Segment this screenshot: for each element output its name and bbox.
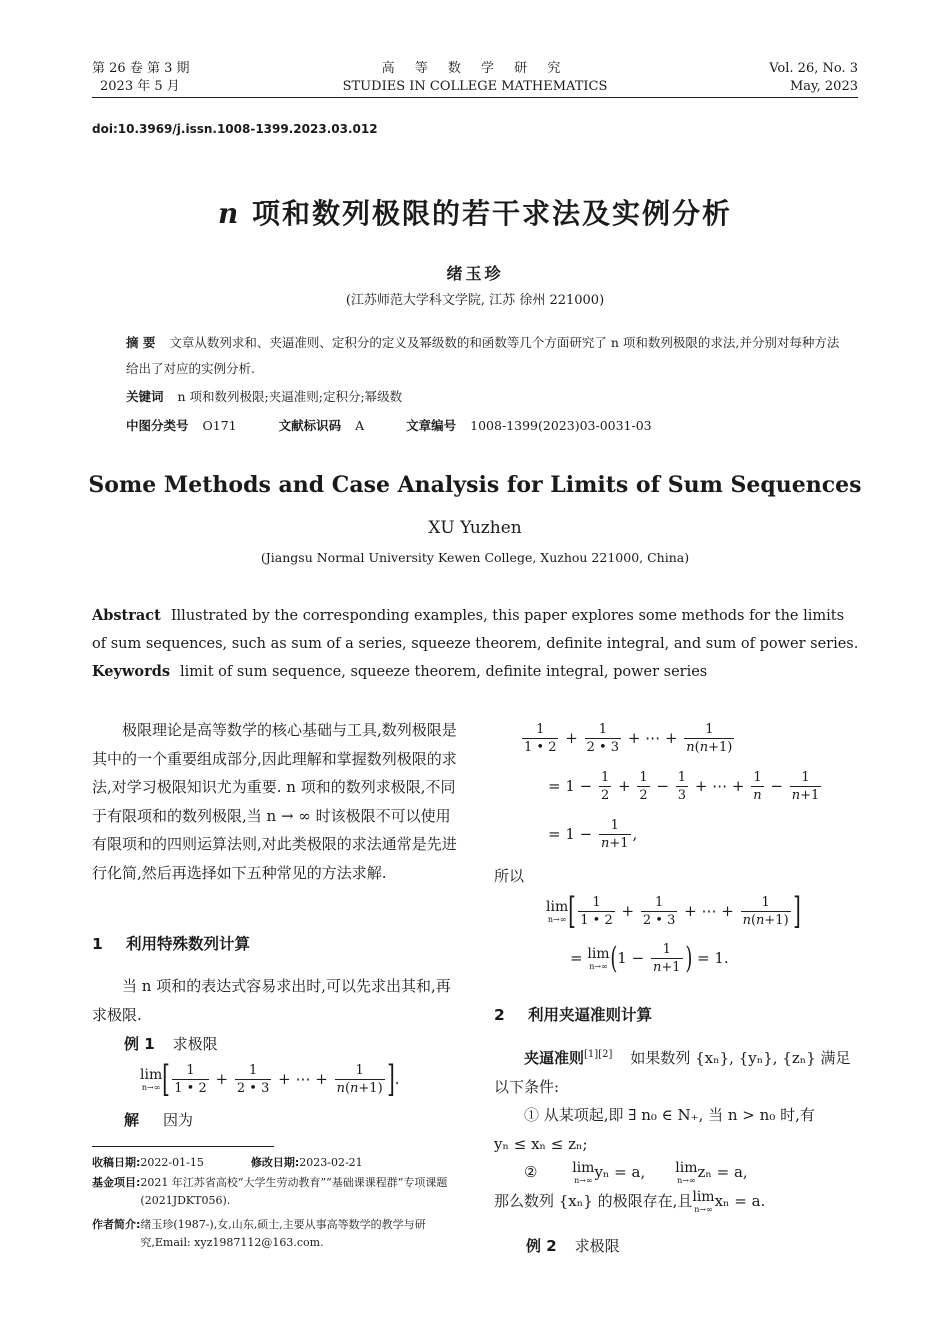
- squeeze-theorem: [494, 1041, 862, 1215]
- author-bio-label: 作者简介:: [92, 1218, 141, 1231]
- date-en: May, 2023: [789, 79, 858, 94]
- header-rule: [92, 97, 858, 98]
- keywords-en-para: [92, 658, 860, 686]
- condition-2-y: yₙ = a,: [594, 1163, 646, 1181]
- title-text: 项和数列极限的若干求法及实例分析: [252, 197, 733, 230]
- keywords-cn-text: n 项和数列极限;夹逼准则;定积分;幂级数: [177, 389, 403, 404]
- section-2-heading: [494, 1001, 862, 1030]
- section-2-number: 2: [494, 1006, 505, 1024]
- abstract-en-text: Illustrated by the corresponding examples, this paper explores some methods for the limits of sum sequences, such as sum of a series, squeeze theorem, definite integral, and sum of power series.: [92, 608, 859, 652]
- abstract-cn-label: 摘 要: [126, 335, 156, 350]
- keywords-en-label: Keywords: [92, 663, 171, 680]
- conclusion-formula: xₙ = a.: [714, 1191, 766, 1210]
- footnote-fund: [92, 1174, 472, 1210]
- author-bio-text: 绪玉珍(1987-),女,山东,硕士,主要从事高等数学的教学与研究,Email: xyz1987112@163.com.: [140, 1218, 426, 1249]
- date-cn: 2023 年 5 月: [100, 79, 180, 94]
- section-2-title: 利用夹逼准则计算: [528, 1006, 653, 1024]
- fraction: $\frac{1}{2 • 3}$: [236, 1063, 270, 1096]
- meta-line: [126, 416, 652, 434]
- section-1-title: 利用特殊数列计算: [126, 935, 251, 953]
- example-2: [494, 1232, 862, 1261]
- article-label: 文章编号: [406, 418, 457, 433]
- intro-paragraph: [92, 716, 462, 887]
- condition-1b: yₙ ≤ xₙ ≤ zₙ;: [494, 1134, 588, 1153]
- example-2-label: 例 2: [526, 1237, 557, 1255]
- solution-line: [92, 1106, 462, 1135]
- journal-en: STUDIES IN COLLEGE MATHEMATICS: [342, 79, 608, 94]
- page-title-cn: [0, 192, 950, 232]
- squeeze-ref: [1][2]: [584, 1049, 613, 1060]
- example-1: [92, 1030, 462, 1059]
- fund-label: 基金项目:: [92, 1176, 141, 1189]
- telescoping-line-2: = 1 − $\frac{1}{2}$ + $\frac{1}{2}$ − $\frac{1}{3}$ + ⋯ + $\frac{1}{n}$ − $\frac{1}{n+1}$: [548, 770, 820, 803]
- clc-value: O171: [202, 418, 237, 433]
- squeeze-text: 如果数列 {xₙ}, {yₙ}, {zₙ} 满足以下条件:: [494, 1049, 851, 1096]
- abstract-cn-text: 文章从数列求和、夹逼准则、定积分的定义及幂级数的和函数等几个方面研究了 n 项和数列极限的求法,并分别对每种方法给出了对应的实例分析.: [126, 335, 840, 376]
- header-left: [92, 60, 189, 96]
- conclusion-text: 那么数列 {xₙ} 的极限存在,且: [494, 1191, 693, 1210]
- conclusion: 那么数列 {xₙ} 的极限存在,且 lim n→∞ xₙ = a.: [494, 1188, 766, 1214]
- fraction: $\frac{1}{n(n+1)}$: [336, 1063, 383, 1096]
- footnote-dates: [92, 1154, 472, 1172]
- keywords-cn-label: 关键词: [126, 389, 164, 404]
- abstract-cn: [126, 330, 846, 382]
- section-1-text: 当 n 项和的表达式容易求出时,可以先求出其和,再求极限.: [92, 977, 451, 1024]
- abstract-en-label: Abstract: [92, 607, 161, 624]
- abstract-en-para: [92, 602, 860, 658]
- squeeze-statement: [494, 1041, 862, 1101]
- received-label: 收稿日期:: [92, 1156, 141, 1169]
- section-1-heading: [92, 930, 462, 959]
- author-en: XU Yuzhen: [428, 518, 522, 538]
- header-right: [769, 60, 858, 96]
- keywords-en-text: limit of sum sequence, squeeze theorem, definite integral, power series: [180, 664, 708, 680]
- solution-label: 解: [124, 1111, 140, 1129]
- squeeze-label: 夹逼准则: [524, 1049, 585, 1067]
- section-1-number: 1: [92, 935, 103, 953]
- page-title-en: Some Methods and Case Analysis for Limits of Sum Sequences: [88, 472, 862, 498]
- condition-2-num: ②: [524, 1163, 543, 1181]
- abstract-en: [92, 602, 860, 686]
- revised-label: 修改日期:: [250, 1156, 300, 1169]
- doi: doi:10.3969/j.issn.1008-1399.2023.03.012: [92, 122, 378, 136]
- revised-date: 2023-02-21: [299, 1156, 363, 1169]
- condition-1: ① 从某项起,即 ∃ n₀ ∈ N₊, 当 n > n₀ 时,有: [524, 1106, 815, 1124]
- condition-2: ② lim n→∞ yₙ = a, lim n→∞ zₙ = a,: [524, 1160, 748, 1185]
- example-1-label: 例 1: [124, 1035, 155, 1053]
- journal-cn: 高 等 数 学 研 究: [381, 61, 569, 76]
- condition-2-z: zₙ = a,: [697, 1163, 748, 1181]
- fraction: $\frac{1}{1 • 2}$: [174, 1063, 207, 1096]
- doc-label: 文献标识码: [278, 418, 342, 433]
- example-2-text: 求极限: [574, 1237, 620, 1255]
- affiliation-en: (Jiangsu Normal University Kewen College, Xuzhou 221000, China): [260, 550, 690, 565]
- author-cn: 绪玉珍: [446, 264, 504, 283]
- fund-text: 2021 年江苏省高校“大学生劳动教育”“基础课课程群”专项课题(2021JDKT056).: [140, 1176, 448, 1207]
- title-variable: n: [217, 197, 241, 230]
- telescoping-line-1: $\frac{1}{1 • 2}$ + $\frac{1}{2 • 3}$ + ⋯ + $\frac{1}{n(n+1)}$: [524, 722, 733, 755]
- footnote-author: [92, 1216, 472, 1252]
- limit-line-1: lim n→∞ [ $\frac{1}{1 • 2}$ + $\frac{1}{2 • 3}$ + ⋯ + $\frac{1}{n(n+1)}$ ]: [546, 891, 801, 932]
- keywords-cn: [126, 384, 846, 410]
- volume-cn: 第 26 卷 第 3 期: [92, 61, 190, 76]
- affiliation-cn: (江苏师范大学科文学院, 江苏 徐州 221000): [345, 293, 605, 308]
- suoyi: 所以: [494, 867, 525, 885]
- solution-text: 因为: [163, 1111, 194, 1129]
- article-value: 1008-1399(2023)03-0031-03: [470, 418, 652, 433]
- footnote-rule: [92, 1146, 274, 1147]
- intro-text: 极限理论是高等数学的核心基础与工具,数列极限是其中的一个重要组成部分,因此理解和掌握数列极限的求法,对学习极限知识尤为重要. n 项和的数列求极限,不同于有限项和的数列极限,当 n → ∞ 时该极限不可以使用有限项和的四则运算法则,对此类极限的求法通常是先进行化简,然后再选择如下五种常见的方法求解.: [92, 721, 457, 882]
- telescoping-line-3: = 1 − $\frac{1}{n+1}$ ,: [548, 818, 638, 851]
- limit-result: = 1.: [697, 949, 729, 967]
- header-center: [300, 60, 650, 96]
- clc-label: 中图分类号: [126, 418, 189, 433]
- doc-value: A: [355, 418, 365, 433]
- example-1-formula: lim n→∞ [ $\frac{1}{1 • 2}$ + $\frac{1}{2 • 3}$ + ⋯ + $\frac{1}{n(n+1)}$ ].: [140, 1059, 400, 1100]
- received-date: 2022-01-15: [140, 1156, 204, 1169]
- limit-line-2: = lim n→∞ (1 − $\frac{1}{n+1}$ ) = 1.: [570, 941, 729, 976]
- example-1-text: 求极限: [172, 1035, 218, 1053]
- lim-operator: lim n→∞: [140, 1067, 163, 1092]
- volume-en: Vol. 26, No. 3: [769, 61, 858, 76]
